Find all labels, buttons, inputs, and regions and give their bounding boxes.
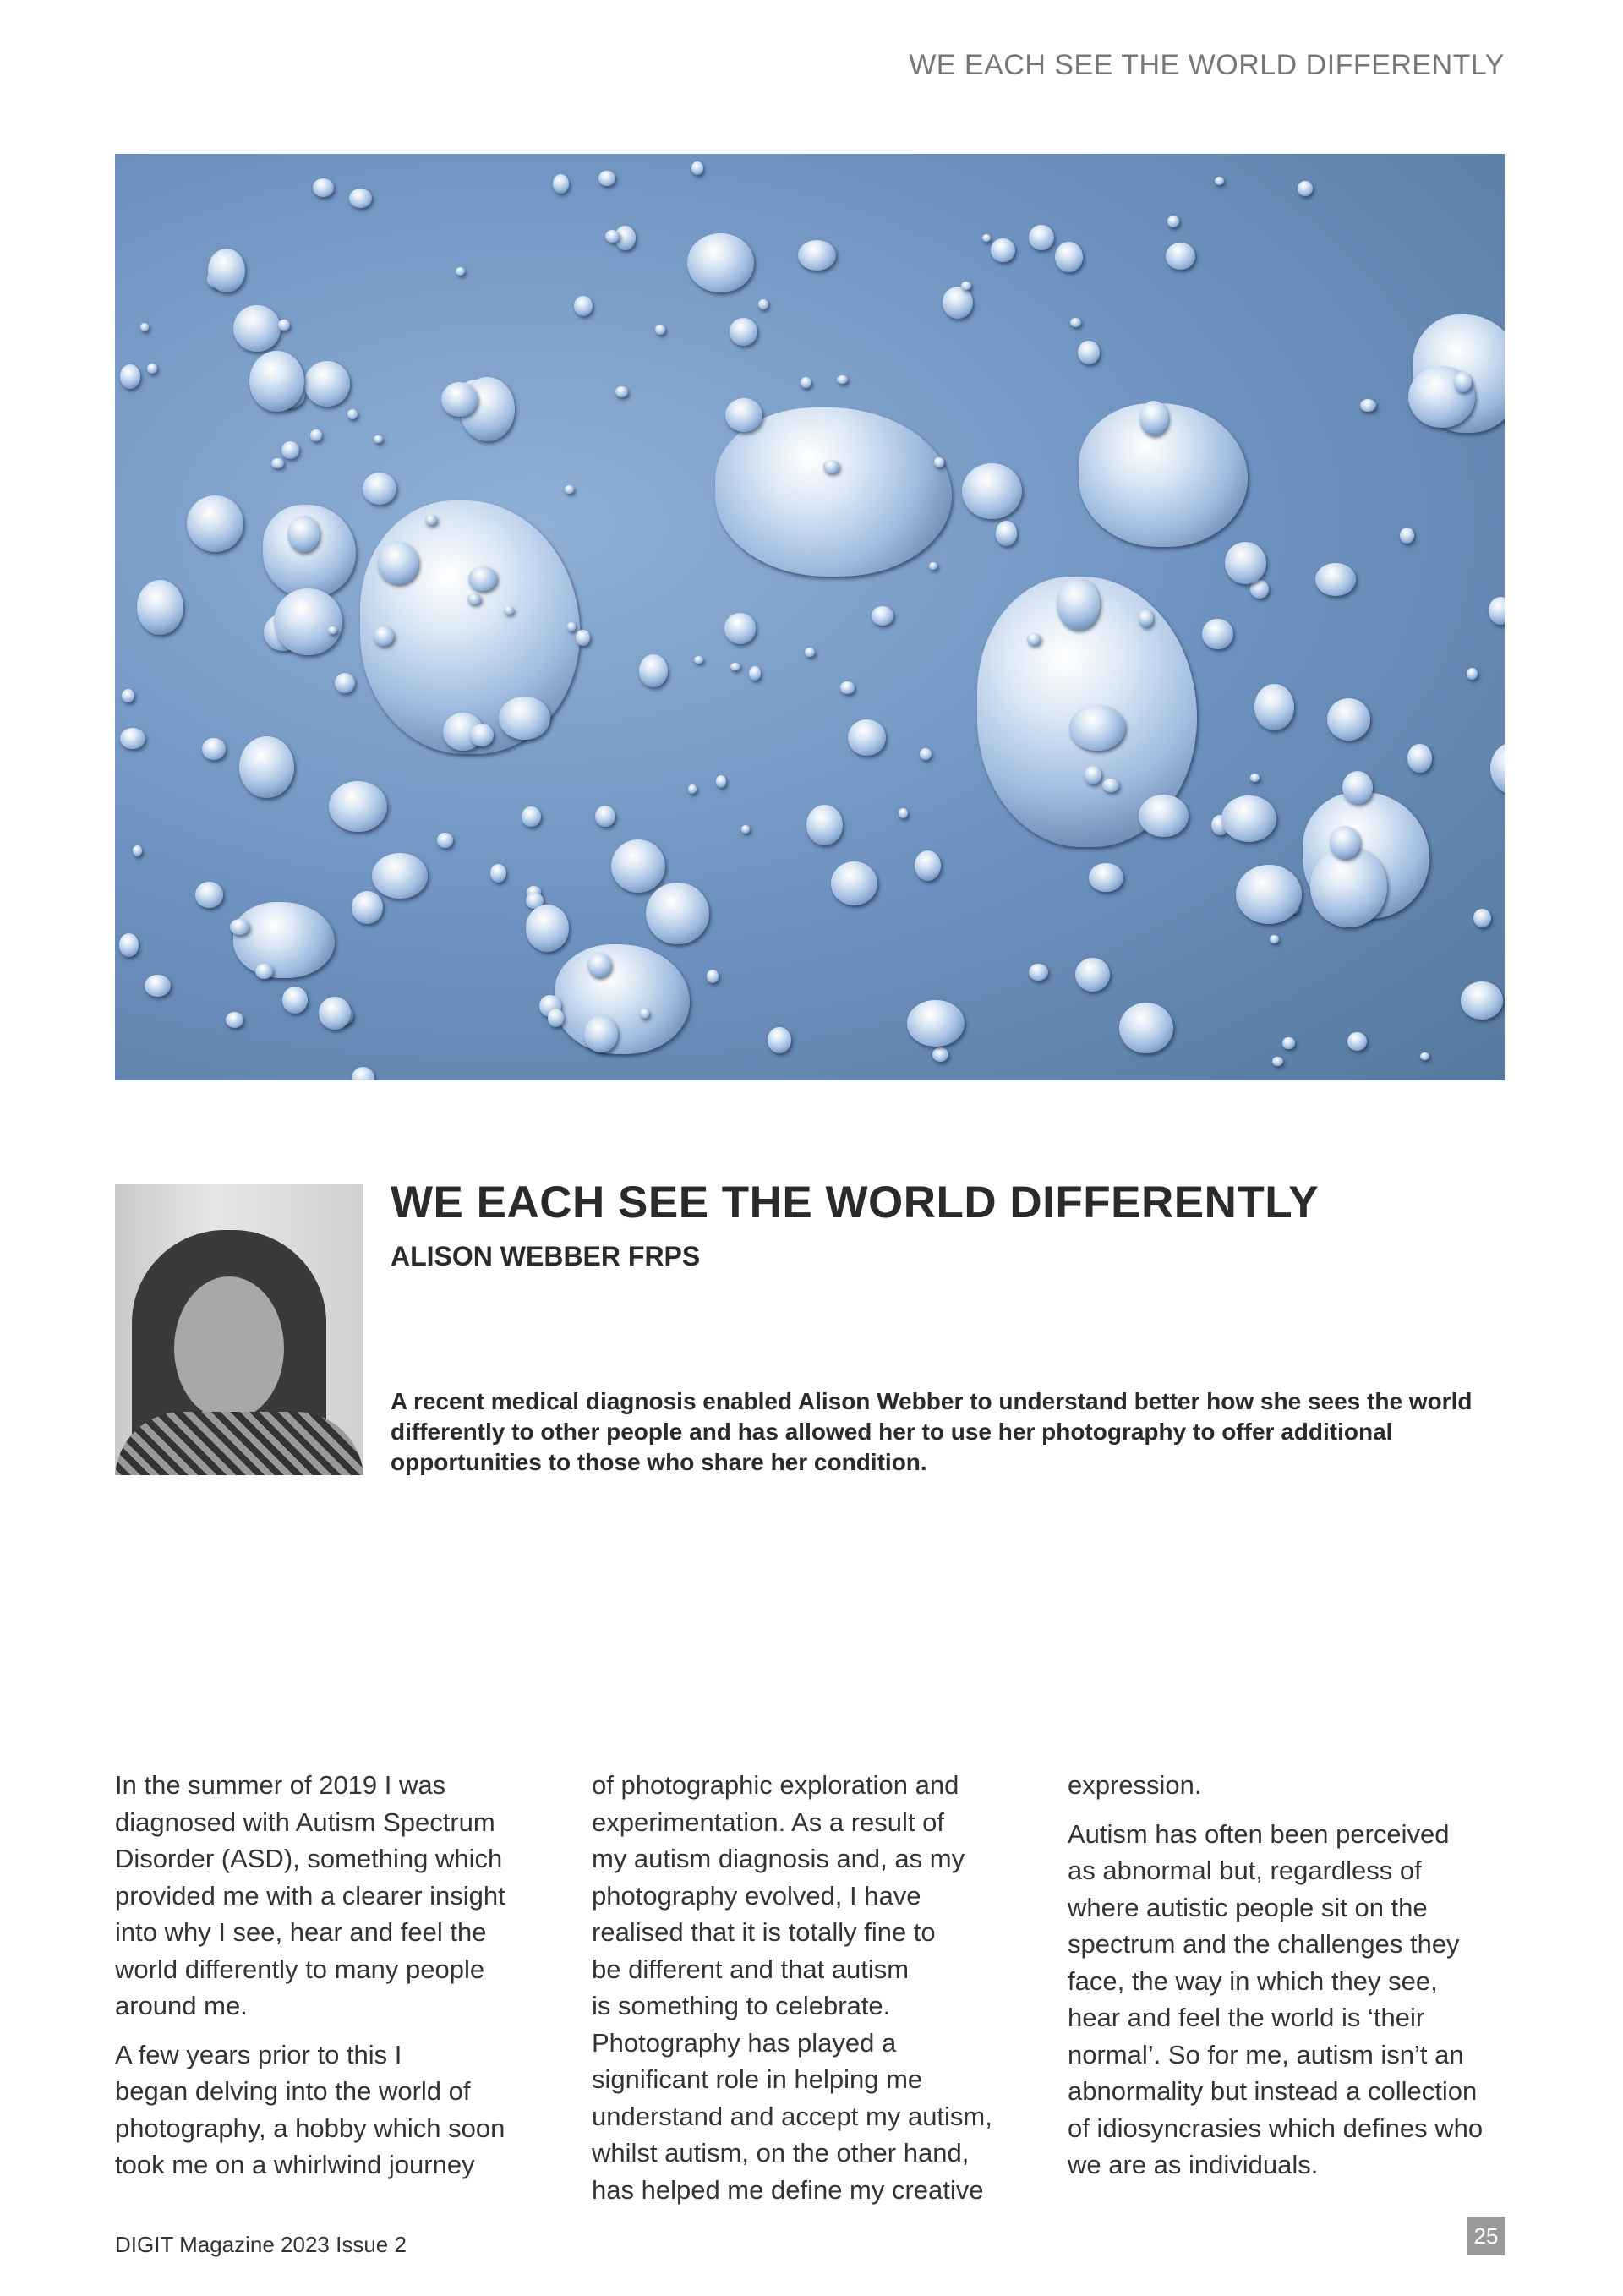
water-droplet [1085,766,1101,785]
body-line: Autism has often been perceived [1068,1818,1450,1849]
water-droplet [555,944,690,1054]
body-line: hear and feel the world is ‘their [1068,2003,1425,2032]
body-line: significant role in helping me [592,2064,923,2094]
water-droplet [801,377,812,388]
water-droplet [615,386,628,398]
article-author: ALISON WEBBER FRPS [391,1241,701,1271]
water-droplet [1467,668,1478,680]
water-droplet [274,588,342,654]
water-droplet [499,697,549,740]
body-line: world differently to many people [115,1954,485,1984]
water-droplet [567,622,576,631]
water-droplet [352,1067,374,1080]
water-droplet [749,666,761,680]
water-droplet [1057,578,1100,629]
body-line: we are as individuals. [1068,2150,1319,2179]
water-droplet [147,364,156,374]
body-line: abnormality but instead a collection [1068,2076,1478,2106]
water-droplet [1069,705,1125,751]
water-droplet [137,580,183,635]
water-droplet [1461,981,1503,1020]
body-line: as abnormal but, regardless of [1068,1856,1422,1885]
water-droplet [1236,865,1302,924]
water-droplet [768,1027,791,1053]
water-droplet [374,435,383,443]
body-line: my autism diagnosis and, as my [592,1844,965,1873]
body-line: whilst autism, on the other hand, [592,2138,970,2168]
water-droplet [991,238,1014,262]
water-droplet [655,325,665,335]
water-droplet [1310,846,1387,927]
water-droplet [707,970,719,982]
water-droplet [730,318,758,346]
water-droplet [195,882,223,907]
body-line: understand and accept my autism, [592,2101,992,2131]
water-droplet [611,839,665,893]
water-droplet [823,460,839,473]
water-droplet [1327,698,1370,741]
water-droplet [363,473,396,505]
water-droplet [605,230,620,243]
water-droplet [758,299,769,309]
body-line: has helped me define my creative [592,2174,984,2205]
water-droplet [724,613,757,644]
water-droplet [1400,528,1414,544]
water-droplet [120,364,140,389]
body-line: be different and that autism [592,1954,910,1984]
body-column-1 [115,1767,555,2195]
water-droplet [943,287,973,319]
water-droplet [716,775,726,788]
water-droplet [352,891,383,923]
water-droplet [437,833,453,849]
article-lede: A recent medical diagnosis enabled Alison Webber to understand better how she sees the world differently to other people and has allowed her to use her photography to offer additional opportunities to those who share her condition. [391,1388,1473,1475]
water-droplet [328,626,337,634]
water-droplet [831,861,877,905]
water-droplet [335,673,355,693]
water-droplet [1360,399,1376,412]
water-droplet [425,515,437,524]
body-line: In the summer of 2019 I was [115,1770,446,1800]
water-droplet [226,1012,243,1028]
body-line: around me. [115,1991,248,2020]
water-droplet [1221,795,1276,842]
water-droplet [522,806,542,827]
water-droplet [1167,216,1179,227]
water-droplet [1029,225,1054,250]
water-droplet [1454,372,1472,392]
water-droplet [688,784,697,794]
water-droplet [1407,744,1431,772]
water-droplet [1420,1052,1429,1060]
water-droplet [208,249,245,292]
page-number: 25 [1467,2217,1505,2255]
water-droplet [233,902,335,978]
body-line: expression. [1068,1770,1202,1800]
body-line: normal’. So for me, autism isn’t an [1068,2039,1464,2069]
water-droplet [806,805,843,845]
water-droplet [982,234,991,243]
water-droplet [646,883,709,944]
water-droplet [133,845,142,856]
water-droplet [962,463,1022,520]
water-droplet [1070,318,1081,327]
water-droplet [119,933,139,957]
body-line: is something to celebrate. [592,1991,891,2020]
water-droplet [694,656,703,664]
water-droplet [932,1047,948,1062]
water-droplet [687,233,753,292]
water-droplet [1202,619,1232,649]
water-droplet [372,853,429,899]
running-head: WE EACH SEE THE WORLD DIFFERENTLY [909,49,1505,81]
water-droplet [140,323,149,331]
author-portrait [115,1184,363,1475]
body-line: photography, a hobby which soon [115,2113,505,2143]
water-droplet [548,1009,564,1027]
water-droplet [456,267,465,276]
water-droplet [287,516,320,552]
water-droplet [378,542,418,583]
body-line: took me on a whirlwind journey [115,2150,475,2179]
water-droplet [584,1016,618,1052]
water-droplet [1225,542,1266,584]
water-droplet [996,521,1018,545]
water-droplet [278,320,289,331]
water-droplet [470,724,494,746]
water-droplet [1102,779,1119,792]
water-droplet [313,178,333,197]
water-droplet [526,905,569,952]
body-paragraph [1068,1767,1507,1804]
water-droplet [1139,610,1153,626]
water-droplet [587,953,611,977]
water-droplet [1215,177,1223,185]
water-droplet [840,681,855,694]
water-droplet [639,654,668,687]
water-droplet [934,457,943,467]
water-droplet [691,161,704,175]
water-droplet [1270,935,1279,943]
water-droplet [715,407,952,577]
water-droplet [249,351,304,413]
water-droplet [1075,958,1110,992]
water-droplet [920,748,932,760]
water-droplet [255,964,272,979]
water-droplet [468,566,497,591]
body-paragraph [115,2036,555,2184]
water-droplet [1282,1037,1294,1049]
water-droplet [202,738,225,760]
water-droplet [1330,826,1360,859]
portrait-face [174,1276,284,1420]
body-line: experimentation. As a result of [592,1807,945,1837]
body-line: where autistic people sit on the [1068,1892,1428,1922]
water-droplet [741,825,750,833]
body-line: into why I see, hear and feel the [115,1917,487,1947]
water-droplet [837,375,848,384]
water-droplet [725,398,762,431]
water-droplet [929,562,937,570]
water-droplet [1250,580,1269,599]
body-line: realised that it is totally fine to [592,1917,936,1947]
water-droplet [595,806,615,827]
water-droplet [872,606,893,626]
water-droplet [329,781,387,832]
water-droplet [233,305,281,352]
water-droplet [374,626,394,646]
water-droplet [1254,684,1294,730]
water-droplet [1029,964,1048,981]
water-droplet [1489,597,1505,625]
water-droplet [1119,1003,1173,1053]
water-droplet [1347,1032,1367,1051]
water-droplet [730,663,740,670]
body-line: Photography has played a [592,2027,897,2058]
water-droplet [1272,1057,1283,1066]
water-droplet [490,864,506,883]
body-line: photography evolved, I have [592,1880,921,1911]
water-droplet [1315,563,1355,597]
body-line: of idiosyncrasies which defines who [1068,2113,1484,2143]
water-droplet [441,382,478,417]
water-droplet [239,736,293,798]
body-line: A few years prior to this I [115,2039,402,2069]
body-column-3 [1068,1767,1507,2195]
water-droplet [598,171,615,186]
water-droplet [1250,774,1260,782]
body-column-2 [592,1767,1031,2220]
water-droplet [1298,181,1313,197]
water-droplet [1342,771,1373,804]
water-droplet [120,728,145,749]
water-droplet [574,296,592,316]
body-line: began delving into the world of [115,2076,471,2106]
water-droplet [805,648,814,657]
body-paragraph [1068,1816,1507,2184]
water-droplet [576,630,589,646]
water-droplet [1490,742,1505,795]
water-droplet [187,495,243,551]
body-paragraph [115,1767,555,2025]
water-droplet [145,975,171,997]
body-line: Disorder (ASD), something which [115,1844,503,1873]
water-droplet [798,240,836,271]
water-droplet [565,485,574,494]
water-droplet [304,361,351,407]
water-droplet [553,174,570,194]
water-droplet [1139,795,1189,838]
water-droplet [915,850,941,881]
water-droplet [122,689,134,702]
body-line: diagnosed with Autism Spectrum [115,1807,495,1837]
water-droplet [1055,242,1083,272]
water-droplet [961,282,971,290]
water-droplet [281,441,299,459]
body-line: provided me with a clearer insight [115,1880,505,1911]
body-paragraph [592,1767,1031,2208]
water-droplet [1089,863,1123,892]
water-droplet [1473,909,1491,927]
body-line: face, the way in which they see, [1068,1965,1438,1996]
publication-footer: DIGIT Magazine 2023 Issue 2 [115,2232,407,2257]
water-droplet [1139,401,1168,435]
water-droplet [848,719,886,756]
water-droplet [230,919,249,935]
water-droplet [349,189,372,208]
water-droplet [271,458,283,468]
body-line: spectrum and the challenges they [1068,1929,1460,1959]
article-title: WE EACH SEE THE WORLD DIFFERENTLY [391,1178,1320,1227]
water-droplet [1078,341,1100,364]
water-droplet [907,1000,964,1046]
water-droplet [310,429,322,442]
water-droplet [282,987,308,1014]
water-droplet [347,409,358,419]
water-droplets-photo [115,154,1505,1080]
water-droplet [1166,243,1195,270]
portrait-clothing [115,1412,363,1475]
water-droplet [899,808,908,818]
body-line: of photographic exploration and [592,1770,959,1800]
water-droplet [319,997,352,1030]
